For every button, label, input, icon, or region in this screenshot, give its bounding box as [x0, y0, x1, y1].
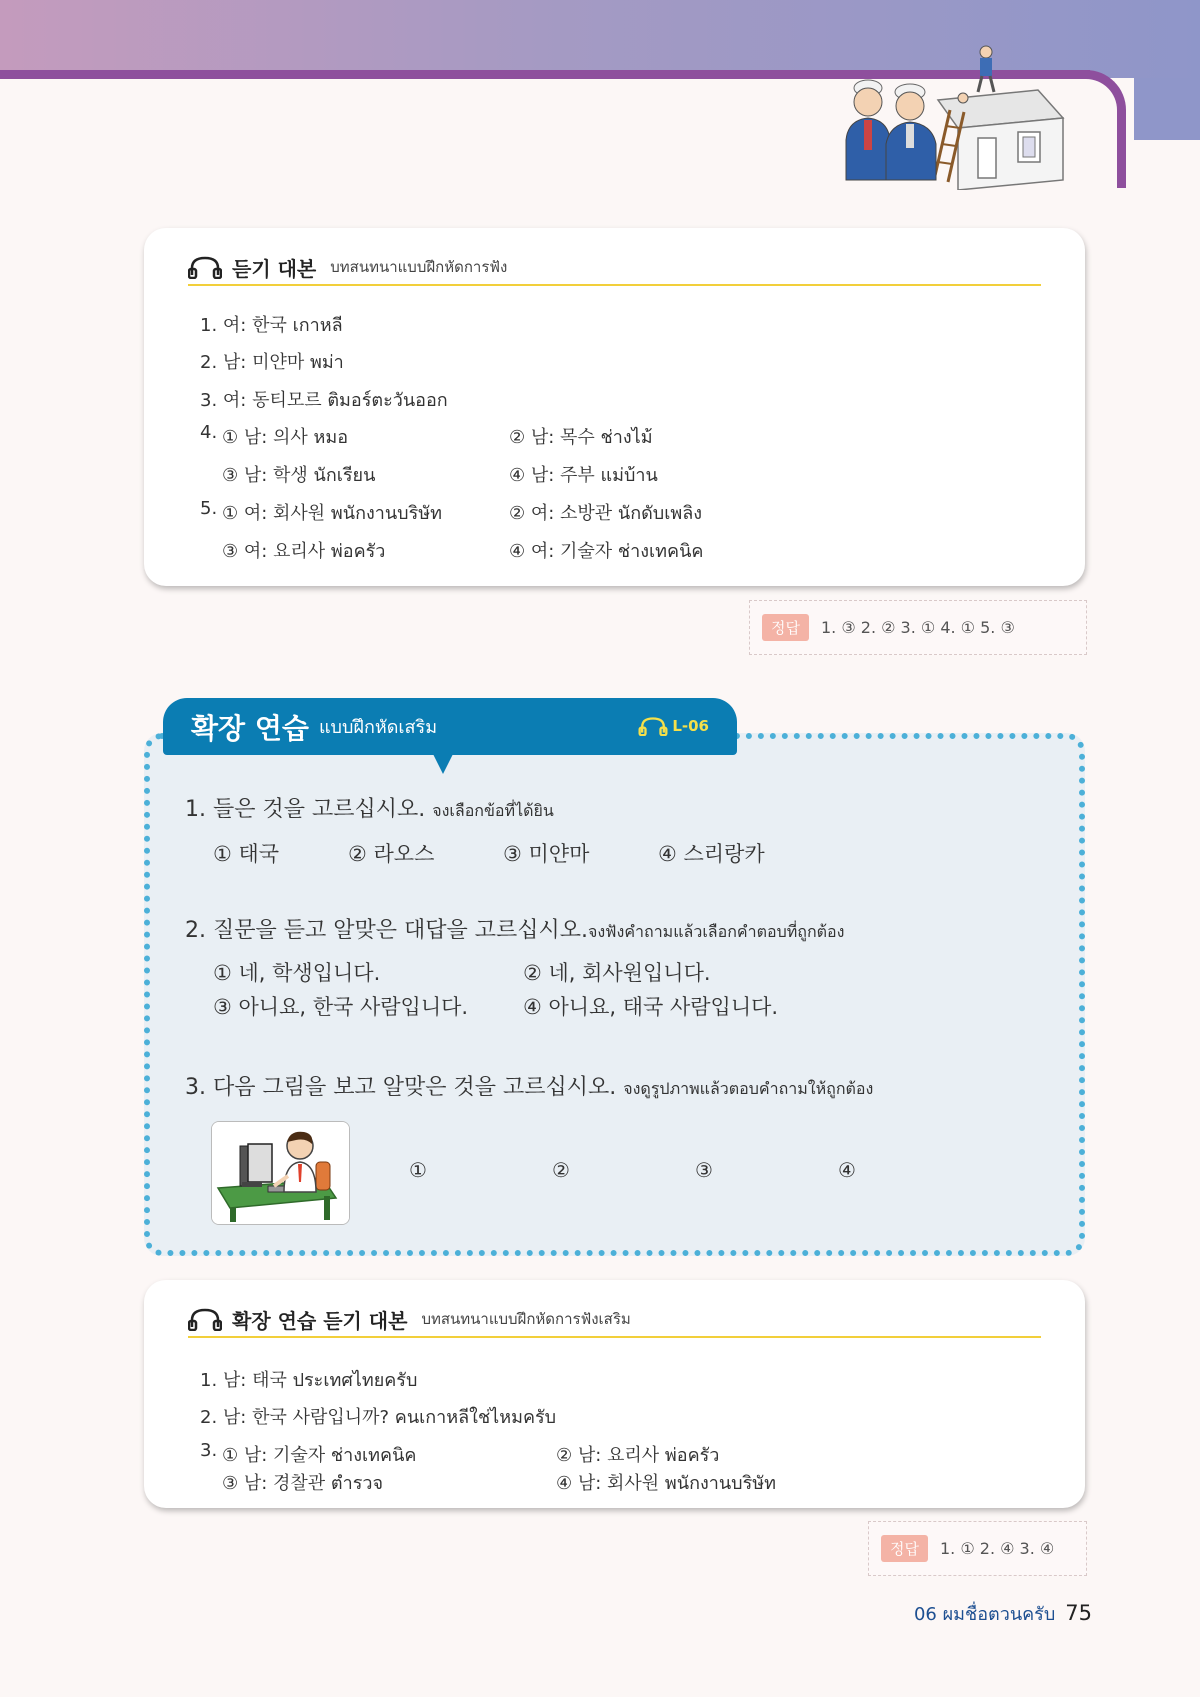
ext-script-q3-option-3: ③ 남: 경찰관 ตำรวจ: [222, 1473, 384, 1494]
construction-workers-illustration: [838, 40, 1078, 190]
question-1-thai: จงเลือกข้อที่ได้ยิน: [432, 801, 554, 820]
q2-option-4[interactable]: ④ 아니요, 태국 사람입니다.: [523, 995, 779, 1019]
ext-script-q3-option-2: ② 남: 요리사 พ่อครัว: [556, 1445, 720, 1466]
listening-script-header: [188, 250, 1041, 286]
listening-script-card: [144, 228, 1085, 586]
extension-script-subtitle: บทสนทนาแบบฝึกหัดการฟังเสริม: [421, 1310, 631, 1328]
extension-practice-tab: [163, 698, 737, 755]
listening-script-title: 듣기 대본: [232, 256, 317, 281]
script-q5-option-3: ③ 여: 요리사 พ่อครัว: [222, 541, 386, 562]
q3-option-3[interactable]: ③: [695, 1158, 713, 1182]
answer-box-2: [868, 1521, 1087, 1576]
chapter-title: 06 ผมชื่อตวนครับ: [913, 1604, 1056, 1625]
question-3: [185, 1070, 873, 1102]
q2-option-1[interactable]: ① 네, 학생입니다.: [213, 961, 381, 985]
headphones-icon: [638, 716, 668, 736]
question-1: [185, 792, 554, 824]
q3-option-4[interactable]: ④: [838, 1158, 856, 1182]
ext-script-q3-option-4: ④ 남: 회사원 พนักงานบริษัท: [556, 1473, 777, 1494]
q3-option-1[interactable]: ①: [409, 1158, 427, 1182]
question-2-thai: จงฟังคำถามแล้วเลือกคำตอบที่ถูกต้อง: [587, 922, 845, 941]
header-corner-fill: [1134, 78, 1200, 140]
extension-script-header: [188, 1302, 1041, 1338]
q1-option-4[interactable]: ④ 스리랑카: [658, 842, 765, 866]
q1-option-3[interactable]: ③ 미얀마: [503, 842, 590, 866]
script-q5-number: 5.: [200, 498, 218, 519]
script-line-2: 2. 남: 미얀마 พม่า: [200, 352, 344, 373]
ext-script-q3-option-1: ① 남: 기술자 ช่างเทคนิค: [222, 1445, 417, 1466]
script-line-1: 1. 여: 한국 เกาหลี: [200, 315, 343, 336]
script-q4-option-2: ② 남: 목수 ช่างไม้: [509, 427, 653, 448]
script-q5-option-1: ① 여: 회사원 พนักงานบริษัท: [222, 503, 443, 524]
page-footer: [914, 1599, 1092, 1628]
script-q4-option-4: ④ 남: 주부 แม่บ้าน: [509, 465, 658, 486]
question-3-thai: จงดูรูปภาพแล้วตอบคำถามให้ถูกต้อง: [623, 1079, 874, 1098]
question-2-text: 2. 질문을 듣고 알맞은 대답을 고르십시오.: [185, 918, 588, 943]
office-worker-picture: [211, 1121, 350, 1225]
script-q4-option-1: ① 남: 의사 หมอ: [222, 427, 349, 448]
audio-track[interactable]: [638, 716, 709, 736]
answer-text: 1. ① 2. ④ 3. ④: [939, 1539, 1055, 1558]
script-q5-option-4: ④ 여: 기술자 ช่างเทคนิค: [509, 541, 704, 562]
q2-option-3[interactable]: ③ 아니요, 한국 사람입니다.: [213, 995, 469, 1019]
ext-script-q3-number: 3.: [200, 1440, 218, 1461]
script-q5-option-2: ② 여: 소방관 นักดับเพลิง: [509, 503, 703, 524]
answer-badge: 정답: [881, 1535, 928, 1562]
office-worker-image: [212, 1122, 349, 1224]
page-number: 75: [1065, 1601, 1092, 1625]
q2-option-2[interactable]: ② 네, 회사원입니다.: [523, 961, 711, 985]
script-q4-number: 4.: [200, 422, 218, 443]
tab-pointer: [432, 752, 454, 774]
listening-script-subtitle: บทสนทนาแบบฝึกหัดการฟัง: [330, 258, 508, 276]
extension-script-title: 확장 연습 듣기 대본: [232, 1308, 408, 1333]
answer-badge: 정답: [762, 614, 809, 641]
q1-option-1[interactable]: ① 태국: [213, 842, 280, 866]
headphones-icon: [188, 1307, 222, 1331]
script-line-3: 3. 여: 동티모르 ติมอร์ตะวันออก: [200, 390, 448, 411]
answer-text: 1. ③ 2. ② 3. ① 4. ① 5. ③: [820, 618, 1015, 637]
question-2: [185, 913, 844, 945]
question-1-text: 1. 들은 것을 고르십시오.: [185, 797, 426, 822]
q1-option-2[interactable]: ② 라오스: [348, 842, 435, 866]
extension-subtitle: แบบฝึกหัดเสริม: [318, 717, 438, 738]
ext-script-line-1: 1. 남: 태국 ประเทศไทยครับ: [200, 1370, 418, 1391]
q3-option-2[interactable]: ②: [552, 1158, 570, 1182]
question-3-text: 3. 다음 그림을 보고 알맞은 것을 고르십시오.: [185, 1075, 617, 1100]
headphones-icon: [188, 255, 222, 279]
script-q4-option-3: ③ 남: 학생 นักเรียน: [222, 465, 376, 486]
track-label: L-06: [672, 717, 709, 735]
extension-script-card: [144, 1280, 1085, 1508]
ext-script-line-2: 2. 남: 한국 사람입니까? คนเกาหลีใช่ไหมครับ: [200, 1407, 557, 1428]
answer-box-1: [749, 600, 1087, 655]
extension-title: 확장 연습: [191, 711, 309, 745]
